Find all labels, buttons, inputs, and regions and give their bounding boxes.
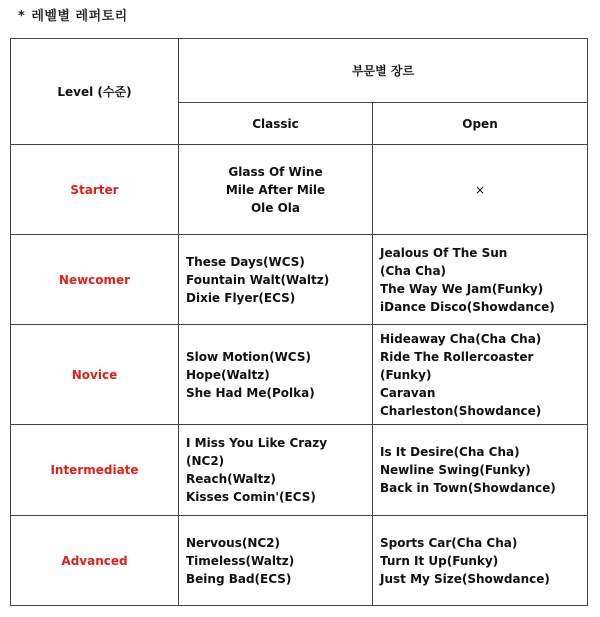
song: Reach(Waltz) [186, 472, 276, 486]
page-caption [18, 5, 128, 24]
table-row [11, 325, 588, 425]
header-level: Level (수준) [11, 39, 179, 145]
song: Hideaway Cha(Cha Cha) [380, 331, 542, 346]
caption-bullet: * [18, 9, 26, 24]
table-row [11, 235, 588, 325]
song: Turn It Up(Funky) [380, 553, 499, 568]
level-label: Newcomer [11, 235, 179, 325]
open-cell [373, 425, 588, 516]
song: Being Bad(ECS) [186, 571, 292, 586]
song: Fountain Walt(Waltz) [186, 272, 330, 287]
table-row [11, 425, 588, 516]
caption-title: 레벨별 레퍼토리 [31, 9, 128, 24]
song: Timeless(Waltz) [186, 553, 295, 568]
song: Newline Swing(Funky) [380, 463, 531, 477]
song: (Cha Cha) [380, 263, 447, 278]
song: Sports Car(Cha Cha) [380, 535, 518, 550]
song: Charleston(Showdance) [380, 403, 542, 418]
song: Slow Motion(WCS) [186, 349, 311, 364]
open-cell [373, 325, 588, 425]
classic-cell [179, 145, 373, 235]
open-cell [373, 516, 588, 606]
song: (Funky) [380, 367, 432, 382]
table-row [11, 145, 588, 235]
table-row [11, 516, 588, 606]
classic-cell [179, 325, 373, 425]
header-open: Open [373, 103, 588, 145]
level-label: Intermediate [11, 425, 179, 516]
song: iDance Disco(Showdance) [380, 299, 555, 314]
song: Jealous Of The Sun [380, 245, 508, 260]
song: Ole Ola [250, 200, 301, 215]
song: She Had Me(Polka) [186, 385, 315, 400]
classic-cell [179, 235, 373, 325]
song: Caravan [380, 385, 436, 400]
repertoire-table [10, 38, 588, 606]
song: Hope(Waltz) [186, 367, 270, 382]
header-row-top [11, 39, 588, 103]
song: Back in Town(Showdance) [380, 481, 556, 495]
open-cell-empty: × [373, 145, 588, 235]
song: Ride The Rollercoaster [380, 349, 534, 364]
classic-cell [179, 516, 373, 606]
song: These Days(WCS) [186, 254, 305, 269]
song: (NC2) [186, 454, 225, 468]
level-label: Novice [11, 325, 179, 425]
song: Mile After Mile [225, 182, 326, 197]
classic-cell [179, 425, 373, 516]
level-label: Starter [11, 145, 179, 235]
open-cell [373, 235, 588, 325]
header-genre: 부문별 장르 [179, 39, 588, 103]
song: Glass Of Wine [228, 164, 323, 179]
song: Just My Size(Showdance) [380, 571, 550, 586]
song: Dixie Flyer(ECS) [186, 290, 296, 305]
header-classic: Classic [179, 103, 373, 145]
level-label: Advanced [11, 516, 179, 606]
song: I Miss You Like Crazy [186, 436, 328, 450]
song: The Way We Jam(Funky) [380, 281, 544, 296]
song: Is It Desire(Cha Cha) [380, 445, 520, 459]
song: Kisses Comin'(ECS) [186, 490, 316, 504]
song: Nervous(NC2) [186, 535, 281, 550]
